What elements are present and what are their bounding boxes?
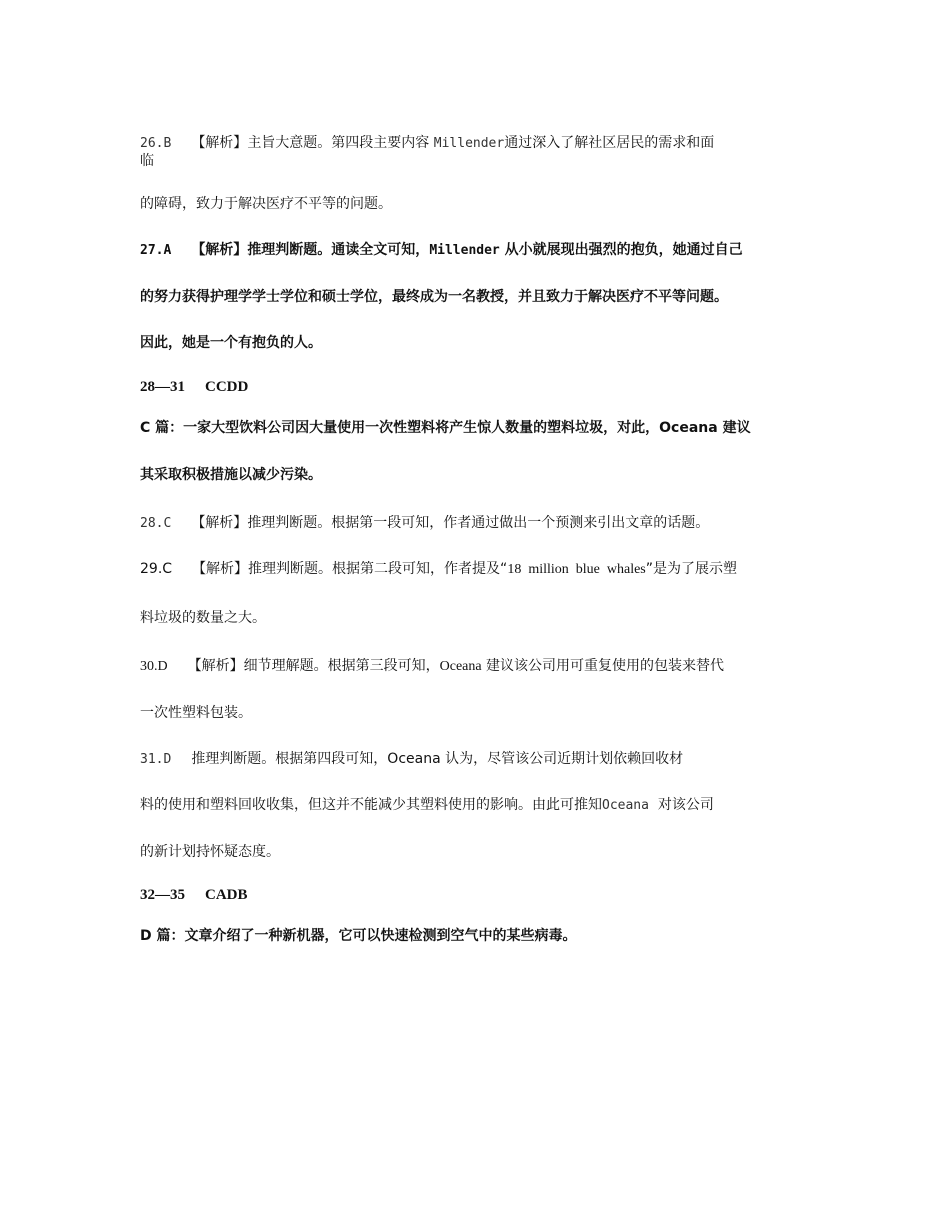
q26-wrap-char: 临 [140,153,154,169]
q29-tag: 【解析】 [192,561,249,577]
q30-text-1: 细节理解题。根据第三段可知， [243,658,440,674]
passage-c-line-2-text: 其采取积极措施以减少污染。 [140,467,322,483]
q27-tag: 【解析】 [191,242,248,258]
q29-quote: 18 million blue whales [507,562,646,577]
q30-name: Oceana [439,659,482,674]
passage-c-text-1: 一家大型饮料公司因大量使用一次性塑料将产生惊人数量的塑料垃圾，对此，Oceana 建议 [183,420,751,436]
q26-line-2-text: 的障碍，致力于解决医疗不平等的问题。 [140,196,392,212]
q27-line-3 [140,334,820,352]
q27-text-2: 从小就展现出强烈的抱负，她通过自己 [499,242,743,258]
q26-line-2 [140,195,820,213]
q26-tag: 【解析】 [191,135,248,151]
q30-number: 30.D [140,659,168,674]
answers-32-35 [140,886,820,904]
q26-text-2: 通过深入了解社区居民的需求和面 [504,135,715,151]
answers-32-35-values: CADB [205,887,248,903]
passage-c-line-2 [140,466,820,484]
passage-d-text: 文章介绍了一种新机器，它可以快速检测到空气中的某些病毒。 [184,928,577,944]
q27-line-2-text: 的努力获得护理学学士学位和硕士学位，最终成为一名教授，并且致力于解决医疗不平等问题。 [140,289,728,305]
q26-text-1: 主旨大意题。第四段主要内容 [247,135,434,151]
q26-line-1 [140,134,820,153]
answers-28-31-range: 28—31 [140,379,185,395]
q31-line-3 [140,843,820,861]
passage-d-label: D 篇： [140,928,185,944]
q31-line-3-text: 的新计划持怀疑态度。 [140,844,280,860]
q26-number: 26.B [140,136,172,151]
q31-line-2 [140,796,820,815]
answers-32-35-range: 32—35 [140,887,185,903]
q29-line-1 [140,560,820,579]
passage-c-line-1 [140,419,820,437]
q27-line-1 [140,241,820,260]
q31-name: Oceana [602,798,649,813]
q30-line-2 [140,704,820,722]
q28-tag: 【解析】 [191,515,248,531]
q29-text-1: 推理判断题。根据第二段可知，作者提及“ [248,561,508,577]
q27-text-1: 推理判断题。通读全文可知， [247,242,430,258]
q26-name: Millender [433,136,505,151]
q30-line-2-text: 一次性塑料包装。 [140,705,252,721]
q28-text: 推理判断题。根据第一段可知，作者通过做出一个预测来引出文章的话题。 [247,515,710,531]
q31-line-2b: 对该公司 [648,797,714,813]
q27-name: Millender [429,243,500,258]
q28-line [140,514,820,533]
q31-line-1 [140,750,820,769]
q31-number: 31.D [140,752,172,767]
q30-tag: 【解析】 [187,658,244,674]
q30-line-1 [140,657,820,676]
q29-line-2 [140,609,820,627]
q27-number: 27.A [140,243,172,258]
q27-line-2 [140,288,820,306]
q29-text-2: ”是为了展示塑 [645,561,738,577]
q29-number: 29.C [140,561,173,577]
answers-28-31-values: CCDD [205,379,249,395]
passage-d-line [140,927,820,945]
q27-line-3-text: 因此，她是一个有抱负的人。 [140,335,322,351]
q31-line-2a: 料的使用和塑料回收收集，但这并不能减少其塑料使用的影响。由此可推知 [140,797,602,813]
passage-c-label: C 篇： [140,420,184,436]
answers-28-31 [140,378,820,396]
q28-number: 28.C [140,516,172,531]
q26-line-wrap [140,152,820,170]
q30-text-2: 建议该公司用可重复使用的包装来替代 [481,658,725,674]
q31-text-1: 推理判断题。根据第四段可知，Oceana 认为，尽管该公司近期计划依赖回收材 [191,751,684,767]
q29-line-2-text: 料垃圾的数量之大。 [140,610,266,626]
